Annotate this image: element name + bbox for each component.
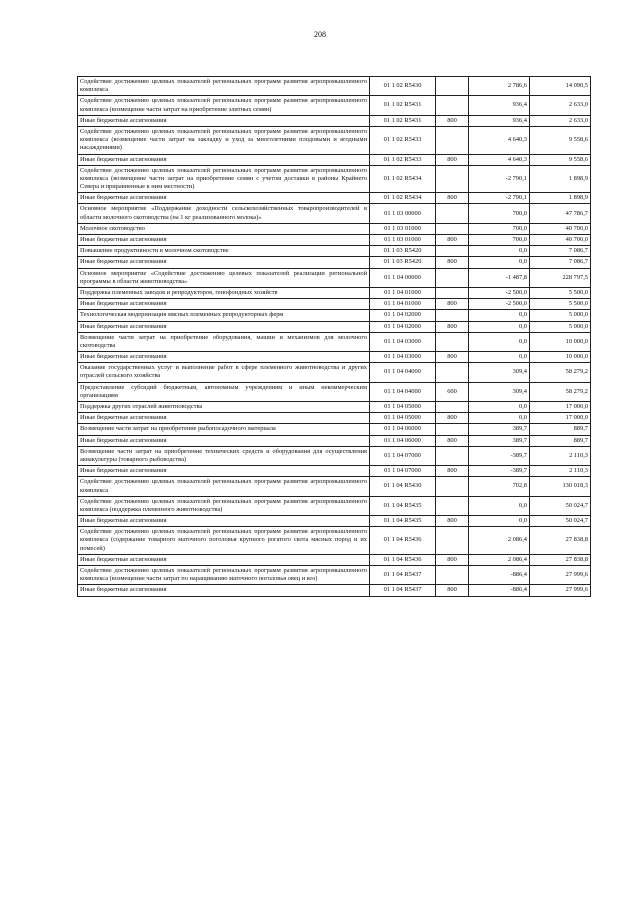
row-code-cell: 01 1 03 R5420 xyxy=(370,246,436,257)
table-row xyxy=(78,446,591,465)
table-row xyxy=(78,165,591,193)
row-code-cell: 01 1 04 R5437 xyxy=(370,585,436,596)
row-amount-total-cell: 5 500,0 xyxy=(530,299,591,310)
row-amount-total-cell: 130 018,3 xyxy=(530,477,591,496)
table-row xyxy=(78,223,591,234)
row-amount-total-cell: 5 000,0 xyxy=(530,310,591,321)
row-expense-type-cell: 800 xyxy=(436,466,469,477)
row-amount-change-cell: 0,0 xyxy=(469,332,530,351)
row-amount-change-cell: 2 086,4 xyxy=(469,527,530,555)
row-code-cell: 01 1 04 04000 xyxy=(370,382,436,401)
row-amount-change-cell: -2 790,1 xyxy=(469,193,530,204)
table-row xyxy=(78,527,591,555)
table-row xyxy=(78,96,591,115)
row-name-cell: Возмещение части затрат на приобретение рыбопосадочного материала xyxy=(78,424,370,435)
row-code-cell: 01 1 02 R5430 xyxy=(370,77,436,96)
row-expense-type-cell: 800 xyxy=(436,321,469,332)
row-expense-type-cell xyxy=(436,126,469,154)
row-expense-type-cell xyxy=(436,246,469,257)
table-row xyxy=(78,566,591,585)
row-expense-type-cell xyxy=(436,496,469,515)
row-code-cell: 01 1 03 01000 xyxy=(370,223,436,234)
row-name-cell: Иные бюджетные ассигнования xyxy=(78,154,370,165)
table-row xyxy=(78,363,591,382)
row-code-cell: 01 1 04 R5435 xyxy=(370,496,436,515)
row-expense-type-cell: 800 xyxy=(436,554,469,565)
row-name-cell: Иные бюджетные ассигнования xyxy=(78,352,370,363)
row-amount-change-cell: -2 500,0 xyxy=(469,287,530,298)
table-row xyxy=(78,204,591,223)
row-expense-type-cell: 800 xyxy=(436,413,469,424)
table-row xyxy=(78,382,591,401)
row-expense-type-cell xyxy=(436,477,469,496)
row-amount-total-cell: 58 279,2 xyxy=(530,382,591,401)
row-expense-type-cell xyxy=(436,363,469,382)
row-amount-total-cell: 47 786,7 xyxy=(530,204,591,223)
table-row xyxy=(78,268,591,287)
row-name-cell: Возмещение части затрат на приобретение оборудования, машин и механизмов для молочного скотоводства xyxy=(78,332,370,351)
table-row xyxy=(78,477,591,496)
row-name-cell: Повышение продуктивности в молочном скотоводстве xyxy=(78,246,370,257)
row-amount-change-cell: 2 086,4 xyxy=(469,554,530,565)
table-row xyxy=(78,435,591,446)
row-amount-change-cell: 700,0 xyxy=(469,235,530,246)
table-row xyxy=(78,235,591,246)
row-name-cell: Поддержка других отраслей животноводства xyxy=(78,402,370,413)
row-amount-total-cell: 27 999,6 xyxy=(530,566,591,585)
row-amount-total-cell: 27 999,6 xyxy=(530,585,591,596)
table-row xyxy=(78,299,591,310)
row-code-cell: 01 1 02 R5431 xyxy=(370,96,436,115)
row-expense-type-cell xyxy=(436,268,469,287)
row-name-cell: Иные бюджетные ассигнования xyxy=(78,585,370,596)
row-name-cell: Иные бюджетные ассигнования xyxy=(78,554,370,565)
row-expense-type-cell xyxy=(436,287,469,298)
row-amount-change-cell: -389,7 xyxy=(469,446,530,465)
row-amount-change-cell: 702,8 xyxy=(469,477,530,496)
row-expense-type-cell: 800 xyxy=(436,235,469,246)
row-code-cell: 01 1 03 00000 xyxy=(370,204,436,223)
row-amount-total-cell: 2 110,3 xyxy=(530,446,591,465)
row-code-cell: 01 1 04 04000 xyxy=(370,363,436,382)
row-amount-change-cell: 0,0 xyxy=(469,246,530,257)
row-amount-change-cell: 0,0 xyxy=(469,402,530,413)
row-code-cell: 01 1 02 R5433 xyxy=(370,126,436,154)
row-name-cell: Иные бюджетные ассигнования xyxy=(78,466,370,477)
row-amount-change-cell: -886,4 xyxy=(469,566,530,585)
row-amount-change-cell: 4 640,3 xyxy=(469,154,530,165)
row-name-cell: Содействие достижению целевых показателей региональных программ развития агропромышленного комплекса xyxy=(78,77,370,96)
row-amount-total-cell: 58 279,2 xyxy=(530,363,591,382)
row-amount-change-cell: 0,0 xyxy=(469,496,530,515)
row-expense-type-cell: 800 xyxy=(436,516,469,527)
row-amount-change-cell: 309,4 xyxy=(469,382,530,401)
budget-table-body xyxy=(78,77,591,597)
row-expense-type-cell xyxy=(436,165,469,193)
row-code-cell: 01 1 04 R5436 xyxy=(370,527,436,555)
row-name-cell: Возмещение части затрат на приобретение технических средств и оборудования для осуществления аквакультуры (товарного рыбоводства) xyxy=(78,446,370,465)
row-name-cell: Содействие достижению целевых показателей региональных программ развития агропромышленного комплекса (возмещение части затрат по наращиванию маточного поголовья овец и коз) xyxy=(78,566,370,585)
row-amount-total-cell: 40 700,0 xyxy=(530,235,591,246)
row-amount-change-cell: 0,0 xyxy=(469,516,530,527)
table-row xyxy=(78,402,591,413)
row-name-cell: Иные бюджетные ассигнования xyxy=(78,413,370,424)
row-amount-change-cell: 0,0 xyxy=(469,257,530,268)
budget-table xyxy=(77,76,591,597)
row-expense-type-cell: 800 xyxy=(436,154,469,165)
row-amount-change-cell: -2 500,0 xyxy=(469,299,530,310)
row-code-cell: 01 1 04 01000 xyxy=(370,287,436,298)
row-name-cell: Поддержка племенных заводов и репродукторов, генофондных хозяйств xyxy=(78,287,370,298)
row-amount-total-cell: 2 110,3 xyxy=(530,466,591,477)
table-row xyxy=(78,257,591,268)
row-code-cell: 01 1 04 R5437 xyxy=(370,566,436,585)
row-expense-type-cell xyxy=(436,77,469,96)
table-row xyxy=(78,554,591,565)
row-amount-total-cell: 14 090,5 xyxy=(530,77,591,96)
row-amount-total-cell: 2 633,0 xyxy=(530,96,591,115)
row-code-cell: 01 1 04 07000 xyxy=(370,446,436,465)
row-amount-change-cell: 0,0 xyxy=(469,352,530,363)
row-code-cell: 01 1 04 01000 xyxy=(370,299,436,310)
row-name-cell: Содействие достижению целевых показателей региональных программ развития агропромышленного комплекса (содержание товарного маточного поголовья крупного рогатого скота мясных пород и их помесей) xyxy=(78,527,370,555)
row-expense-type-cell: 600 xyxy=(436,382,469,401)
row-code-cell: 01 1 04 R5435 xyxy=(370,516,436,527)
row-code-cell: 01 1 04 05000 xyxy=(370,413,436,424)
row-amount-total-cell: 889,7 xyxy=(530,435,591,446)
table-row xyxy=(78,413,591,424)
row-name-cell: Содействие достижению целевых показателей региональных программ развития агропромышленного комплекса (возмещение части затрат на приобретение семян с учетом доставки в районы Крайнего Севера и приравненные к ним местности) xyxy=(78,165,370,193)
row-name-cell: Содействие достижению целевых показателей региональных программ развития агропромышленного комплекса (возмещение части затрат на закладку и уход за многолетними плодовыми и ягодными насаждениями) xyxy=(78,126,370,154)
table-row xyxy=(78,332,591,351)
row-name-cell: Иные бюджетные ассигнования xyxy=(78,115,370,126)
row-amount-total-cell: 1 898,9 xyxy=(530,193,591,204)
row-expense-type-cell: 800 xyxy=(436,115,469,126)
row-amount-total-cell: 2 633,0 xyxy=(530,115,591,126)
row-expense-type-cell xyxy=(436,96,469,115)
page-number: 208 xyxy=(314,30,326,39)
table-row xyxy=(78,77,591,96)
row-amount-change-cell: -389,7 xyxy=(469,466,530,477)
table-row xyxy=(78,516,591,527)
row-expense-type-cell: 800 xyxy=(436,257,469,268)
row-code-cell: 01 1 02 R5434 xyxy=(370,193,436,204)
row-amount-total-cell: 7 086,7 xyxy=(530,257,591,268)
row-amount-change-cell: 389,7 xyxy=(469,424,530,435)
row-expense-type-cell xyxy=(436,310,469,321)
row-amount-change-cell: -1 487,8 xyxy=(469,268,530,287)
table-row xyxy=(78,115,591,126)
row-expense-type-cell: 800 xyxy=(436,585,469,596)
row-amount-total-cell: 27 838,8 xyxy=(530,527,591,555)
table-row xyxy=(78,424,591,435)
table-row xyxy=(78,496,591,515)
row-code-cell: 01 1 02 R5434 xyxy=(370,165,436,193)
row-amount-change-cell: 0,0 xyxy=(469,413,530,424)
row-amount-change-cell: -2 790,1 xyxy=(469,165,530,193)
table-row xyxy=(78,585,591,596)
row-amount-change-cell: 700,0 xyxy=(469,204,530,223)
row-expense-type-cell xyxy=(436,402,469,413)
row-expense-type-cell xyxy=(436,204,469,223)
table-row xyxy=(78,154,591,165)
row-name-cell: Иные бюджетные ассигнования xyxy=(78,516,370,527)
row-amount-change-cell: 0,0 xyxy=(469,321,530,332)
row-name-cell: Технологическая модернизация мясных племенных репродукторных ферм xyxy=(78,310,370,321)
row-amount-change-cell: 936,4 xyxy=(469,96,530,115)
row-code-cell: 01 1 03 01000 xyxy=(370,235,436,246)
table-row xyxy=(78,310,591,321)
row-amount-total-cell: 9 558,6 xyxy=(530,154,591,165)
row-amount-change-cell: 0,0 xyxy=(469,310,530,321)
row-code-cell: 01 1 04 02000 xyxy=(370,321,436,332)
row-name-cell: Основное мероприятие «Поддержание доходности сельскохозяйственных товаропроизводителей в области молочного скотоводства (на 1 кг реализованного молока)» xyxy=(78,204,370,223)
row-amount-change-cell: 309,4 xyxy=(469,363,530,382)
row-name-cell: Молочное скотоводство xyxy=(78,223,370,234)
row-code-cell: 01 1 04 02000 xyxy=(370,310,436,321)
row-expense-type-cell: 800 xyxy=(436,352,469,363)
row-code-cell: 01 1 02 R5431 xyxy=(370,115,436,126)
row-amount-change-cell: 700,0 xyxy=(469,223,530,234)
row-expense-type-cell: 800 xyxy=(436,193,469,204)
row-expense-type-cell: 800 xyxy=(436,299,469,310)
row-name-cell: Содействие достижению целевых показателей региональных программ развития агропромышленного комплекса xyxy=(78,477,370,496)
row-name-cell: Основное мероприятие «Содействие достижению целевых показателей реализации региональной программы в области животноводства» xyxy=(78,268,370,287)
row-expense-type-cell xyxy=(436,424,469,435)
row-amount-change-cell: 389,7 xyxy=(469,435,530,446)
row-amount-total-cell: 9 558,6 xyxy=(530,126,591,154)
row-code-cell: 01 1 03 R5420 xyxy=(370,257,436,268)
row-amount-total-cell: 50 024,7 xyxy=(530,496,591,515)
row-expense-type-cell xyxy=(436,446,469,465)
row-expense-type-cell: 800 xyxy=(436,435,469,446)
row-name-cell: Предоставление субсидий бюджетным, автономным учреждениям и иным некоммерческим организациям xyxy=(78,382,370,401)
row-amount-total-cell: 889,7 xyxy=(530,424,591,435)
row-amount-total-cell: 10 000,0 xyxy=(530,332,591,351)
row-amount-change-cell: -886,4 xyxy=(469,585,530,596)
row-code-cell: 01 1 04 03000 xyxy=(370,352,436,363)
row-amount-total-cell: 40 700,0 xyxy=(530,223,591,234)
row-name-cell: Содействие достижению целевых показателей региональных программ развития агропромышленного комплекса (возмещение части затрат на приобретение элитных семян) xyxy=(78,96,370,115)
table-row xyxy=(78,321,591,332)
row-amount-total-cell: 5 000,0 xyxy=(530,321,591,332)
table-row xyxy=(78,126,591,154)
row-code-cell: 01 1 04 03000 xyxy=(370,332,436,351)
table-row xyxy=(78,287,591,298)
row-name-cell: Содействие достижению целевых показателей региональных программ развития агропромышленного комплекса (поддержка племенного животноводства) xyxy=(78,496,370,515)
row-amount-total-cell: 10 000,0 xyxy=(530,352,591,363)
table-row xyxy=(78,246,591,257)
row-code-cell: 01 1 04 05000 xyxy=(370,402,436,413)
table-row xyxy=(78,466,591,477)
table-row xyxy=(78,193,591,204)
row-name-cell: Иные бюджетные ассигнования xyxy=(78,235,370,246)
row-amount-total-cell: 27 838,8 xyxy=(530,554,591,565)
row-amount-total-cell: 7 086,7 xyxy=(530,246,591,257)
row-amount-total-cell: 228 797,5 xyxy=(530,268,591,287)
row-code-cell: 01 1 04 R5436 xyxy=(370,554,436,565)
row-name-cell: Иные бюджетные ассигнования xyxy=(78,435,370,446)
row-name-cell: Иные бюджетные ассигнования xyxy=(78,193,370,204)
row-expense-type-cell xyxy=(436,332,469,351)
row-amount-change-cell: 2 786,6 xyxy=(469,77,530,96)
row-amount-total-cell: 5 500,0 xyxy=(530,287,591,298)
row-name-cell: Оказание государственных услуг и выполнение работ в сфере племенного животноводства и других отраслей сельского хозяйства xyxy=(78,363,370,382)
row-amount-total-cell: 50 024,7 xyxy=(530,516,591,527)
row-code-cell: 01 1 04 07000 xyxy=(370,466,436,477)
row-code-cell: 01 1 04 06000 xyxy=(370,424,436,435)
row-code-cell: 01 1 04 06000 xyxy=(370,435,436,446)
row-amount-total-cell: 17 000,0 xyxy=(530,402,591,413)
row-name-cell: Иные бюджетные ассигнования xyxy=(78,299,370,310)
row-expense-type-cell xyxy=(436,566,469,585)
row-expense-type-cell xyxy=(436,223,469,234)
row-code-cell: 01 1 04 R5430 xyxy=(370,477,436,496)
row-code-cell: 01 1 02 R5433 xyxy=(370,154,436,165)
row-name-cell: Иные бюджетные ассигнования xyxy=(78,321,370,332)
row-amount-total-cell: 17 000,0 xyxy=(530,413,591,424)
row-amount-change-cell: 936,4 xyxy=(469,115,530,126)
row-expense-type-cell xyxy=(436,527,469,555)
row-amount-change-cell: 4 640,3 xyxy=(469,126,530,154)
row-code-cell: 01 1 04 00000 xyxy=(370,268,436,287)
row-amount-total-cell: 1 898,9 xyxy=(530,165,591,193)
row-name-cell: Иные бюджетные ассигнования xyxy=(78,257,370,268)
table-row xyxy=(78,352,591,363)
